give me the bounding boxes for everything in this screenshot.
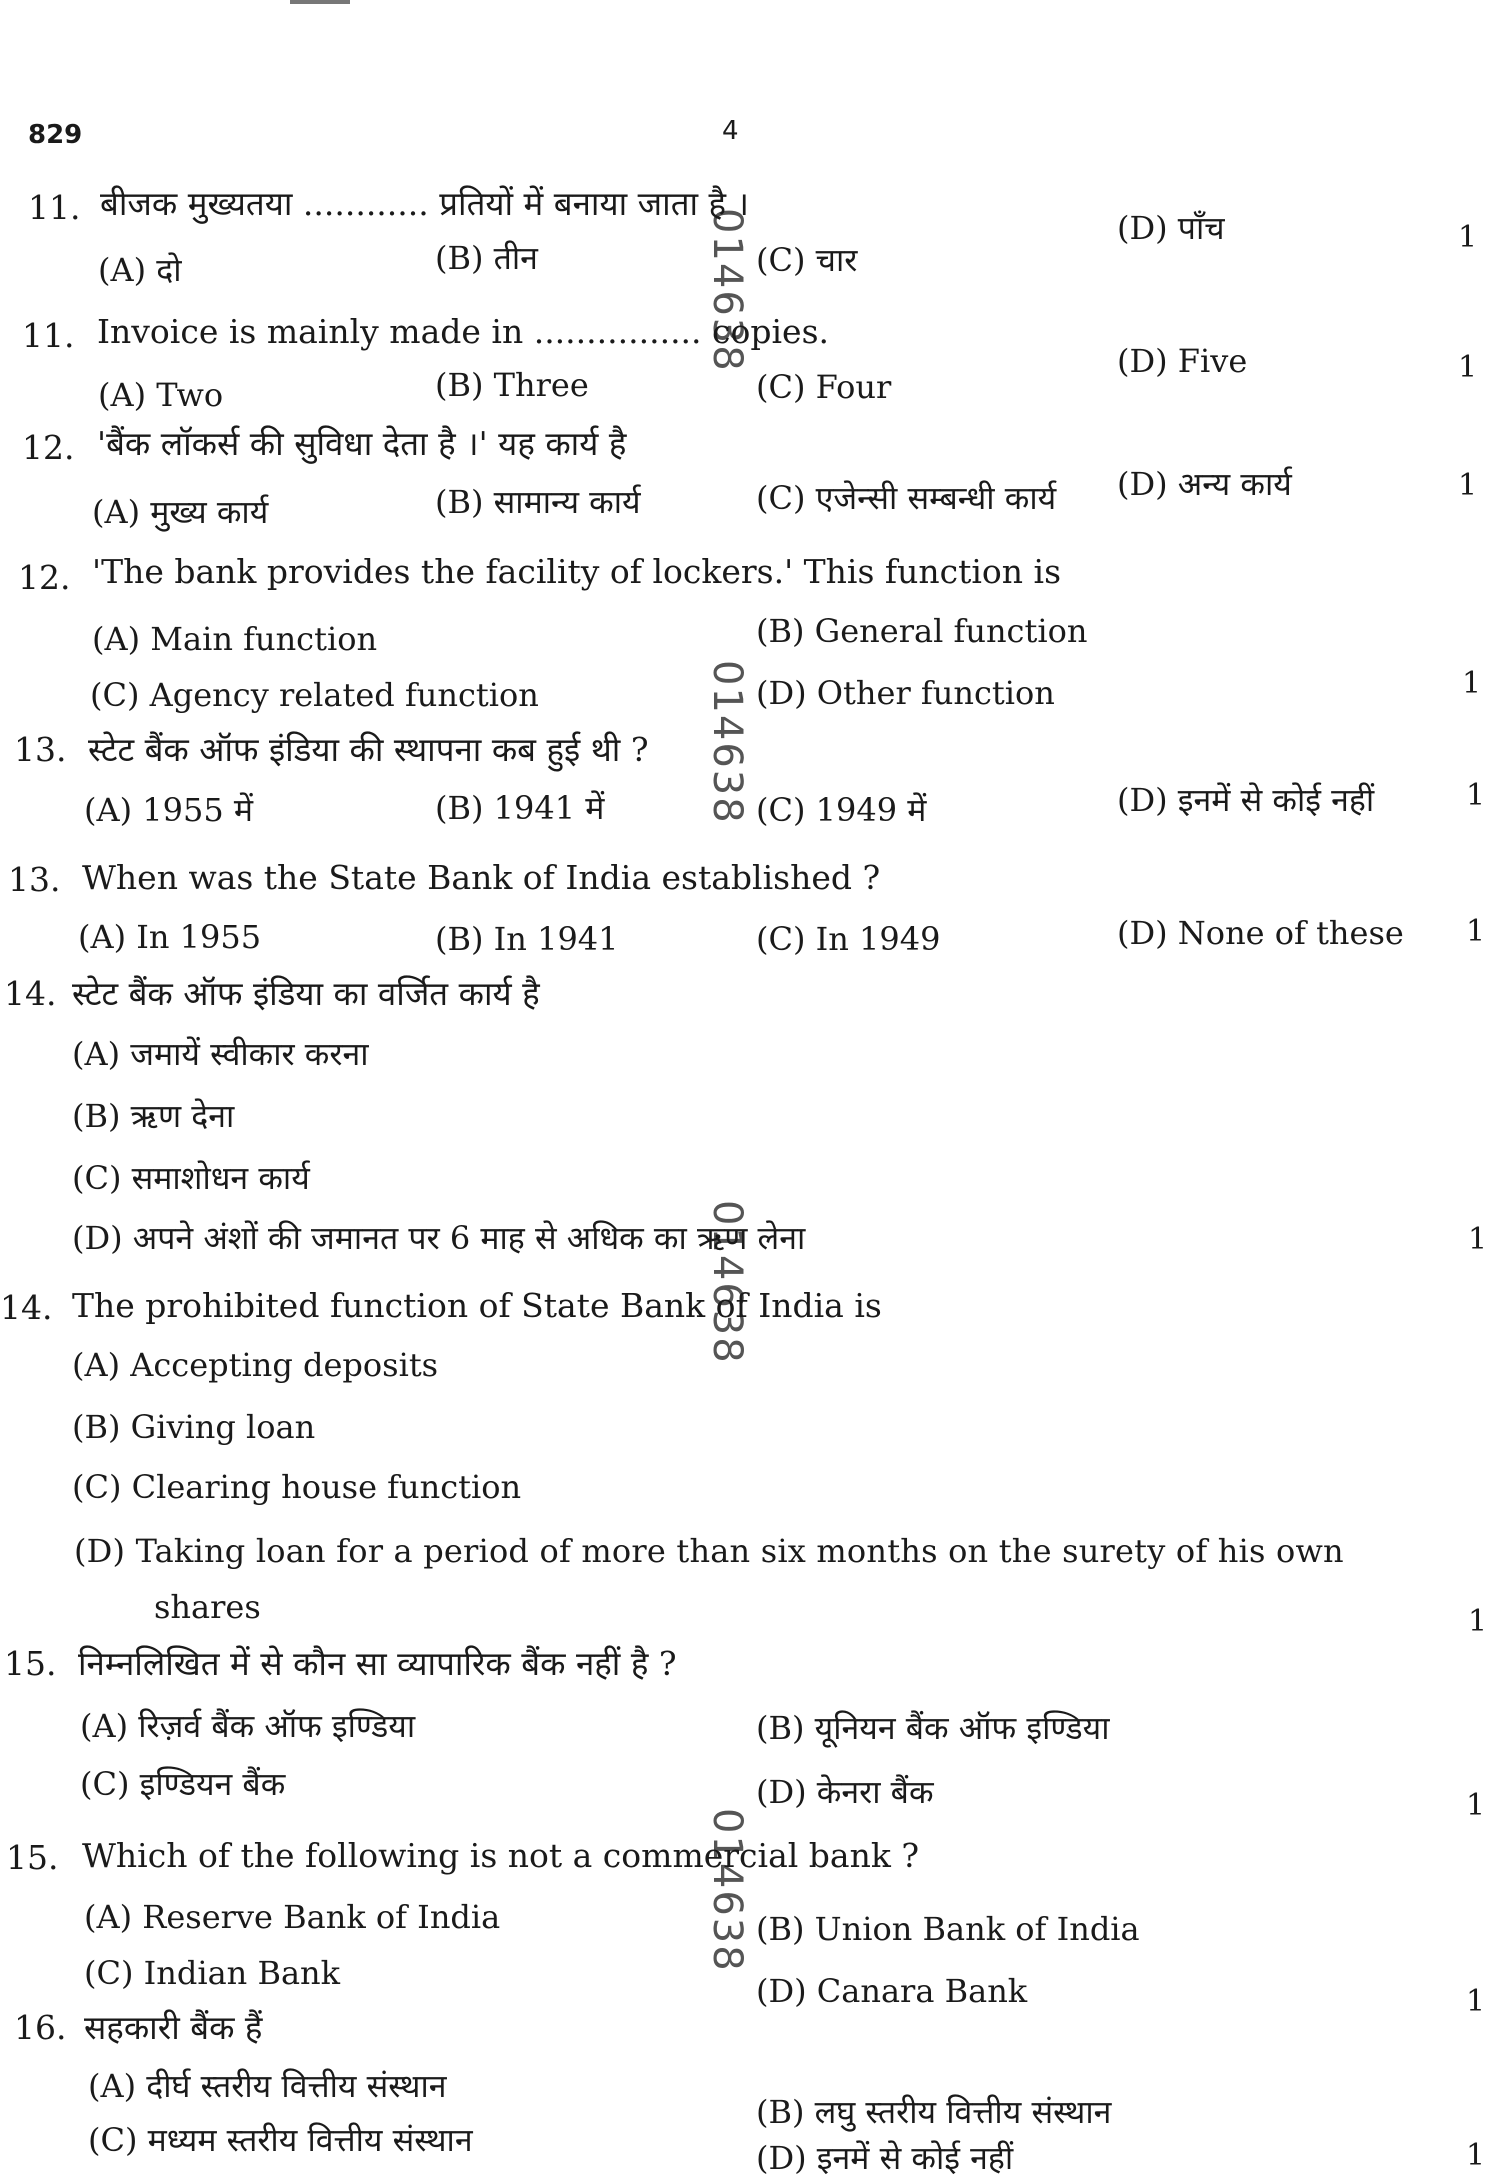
option-c: (C) मध्यम स्तरीय वित्तीय संस्थान: [88, 2121, 473, 2159]
option-a: (A) रिज़र्व बैंक ऑफ इण्डिया: [80, 1707, 416, 1745]
option-c: (C) Agency related function: [90, 676, 539, 714]
watermark: 014638: [704, 208, 750, 373]
question-number: 13.: [14, 730, 67, 769]
option-a: (A) जमायें स्वीकार करना: [72, 1035, 369, 1073]
question-number: 11.: [28, 188, 81, 227]
question-number: 15.: [4, 1644, 57, 1683]
watermark: 014638: [704, 1808, 750, 1973]
option-c: (C) चार: [756, 241, 858, 279]
option-d: (D) केनरा बैंक: [756, 1773, 934, 1811]
option-a: (A) दो: [98, 251, 182, 289]
option-d: (D) इनमें से कोई नहीं: [1117, 781, 1375, 819]
marks: 1: [1458, 220, 1478, 255]
option-c: (C) Four: [756, 368, 892, 406]
option-b: (B) Three: [435, 366, 589, 404]
marks: 1: [1462, 666, 1482, 701]
option-a: (A) Two: [98, 376, 224, 414]
marks: 1: [1468, 1604, 1488, 1639]
option-a: (A) In 1955: [78, 918, 262, 956]
question-text: स्टेट बैंक ऑफ इंडिया का वर्जित कार्य है: [72, 974, 540, 1013]
option-a: (A) Reserve Bank of India: [84, 1898, 501, 1936]
option-b: (B) तीन: [435, 239, 538, 277]
option-b: (B) ऋण देना: [72, 1097, 235, 1135]
option-b: (B) 1941 में: [435, 789, 605, 827]
question-number: 16.: [14, 2008, 67, 2047]
option-c: (C) 1949 में: [756, 791, 927, 829]
option-a: (A) दीर्घ स्तरीय वित्तीय संस्थान: [88, 2067, 447, 2105]
question-text: The prohibited function of State Bank of India is: [72, 1286, 882, 1325]
option-c: (C) In 1949: [756, 920, 941, 958]
option-b: (B) Giving loan: [72, 1408, 316, 1446]
option-d-continued: shares: [154, 1588, 261, 1626]
option-d: (D) पाँच: [1117, 209, 1225, 247]
marks: 1: [1468, 1222, 1488, 1257]
option-d: (D) इनमें से कोई नहीं: [756, 2139, 1014, 2177]
option-b: (B) Union Bank of India: [756, 1910, 1140, 1948]
option-b: (B) In 1941: [435, 920, 619, 958]
marks: 1: [1466, 1984, 1486, 2019]
question-text: When was the State Bank of India established ?: [82, 858, 881, 897]
marks: 1: [1466, 2138, 1486, 2173]
question-number: 12.: [22, 428, 75, 467]
option-d: (D) अपने अंशों की जमानत पर 6 माह से अधिक का ऋण लेना: [72, 1219, 806, 1257]
option-c: (C) समाशोधन कार्य: [72, 1159, 310, 1197]
marks: 1: [1458, 468, 1478, 503]
question-text: निम्नलिखित में से कौन सा व्यापारिक बैंक नहीं है ?: [78, 1644, 677, 1683]
option-c: (C) Indian Bank: [84, 1954, 341, 1992]
question-text: स्टेट बैंक ऑफ इंडिया की स्थापना कब हुई थी ?: [88, 730, 649, 769]
question-text: 'The bank provides the facility of lockers.' This function is: [92, 552, 1062, 591]
question-number: 14.: [4, 974, 57, 1013]
scan-mark: [290, 0, 350, 4]
option-b: (B) सामान्य कार्य: [435, 483, 641, 521]
page-number: 4: [722, 116, 739, 146]
watermark: 014638: [704, 1200, 750, 1365]
question-text: सहकारी बैंक हैं: [84, 2008, 263, 2047]
option-a: (A) 1955 में: [84, 791, 253, 829]
question-number: 15.: [6, 1838, 59, 1877]
question-number: 14.: [0, 1288, 53, 1327]
option-d: (D) None of these: [1117, 914, 1404, 952]
option-d: (D) Other function: [756, 674, 1055, 712]
question-text: Invoice is mainly made in ................ copies.: [97, 312, 830, 351]
marks: 1: [1466, 1788, 1486, 1823]
marks: 1: [1466, 778, 1486, 813]
option-a: (A) Main function: [92, 620, 378, 658]
marks: 1: [1458, 350, 1478, 385]
option-d: (D) अन्य कार्य: [1117, 465, 1292, 503]
option-c: (C) Clearing house function: [72, 1468, 522, 1506]
option-b: (B) General function: [756, 612, 1088, 650]
question-number: 11.: [22, 316, 75, 355]
option-d: (D) Taking loan for a period of more than six months on the surety of his own: [74, 1532, 1344, 1570]
watermark: 014638: [704, 660, 750, 825]
option-a: (A) मुख्य कार्य: [92, 493, 269, 531]
option-b: (B) लघु स्तरीय वित्तीय संस्थान: [756, 2093, 1112, 2131]
question-text: बीजक मुख्यतया ............ प्रतियों में बनाया जाता है ।: [100, 184, 750, 223]
question-number: 12.: [18, 558, 71, 597]
option-a: (A) Accepting deposits: [72, 1346, 439, 1384]
option-c: (C) एजेन्सी सम्बन्धी कार्य: [756, 479, 1057, 517]
option-c: (C) इण्डियन बैंक: [80, 1765, 286, 1803]
option-d: (D) Canara Bank: [756, 1972, 1028, 2010]
question-number: 13.: [8, 860, 61, 899]
paper-code: 829: [28, 120, 83, 150]
option-d: (D) Five: [1117, 342, 1248, 380]
question-text: 'बैंक लॉकर्स की सुविधा देता है ।' यह कार्य है: [97, 424, 627, 463]
option-b: (B) यूनियन बैंक ऑफ इण्डिया: [756, 1709, 1110, 1747]
question-text: Which of the following is not a commercial bank ?: [82, 1836, 920, 1875]
marks: 1: [1466, 914, 1486, 949]
